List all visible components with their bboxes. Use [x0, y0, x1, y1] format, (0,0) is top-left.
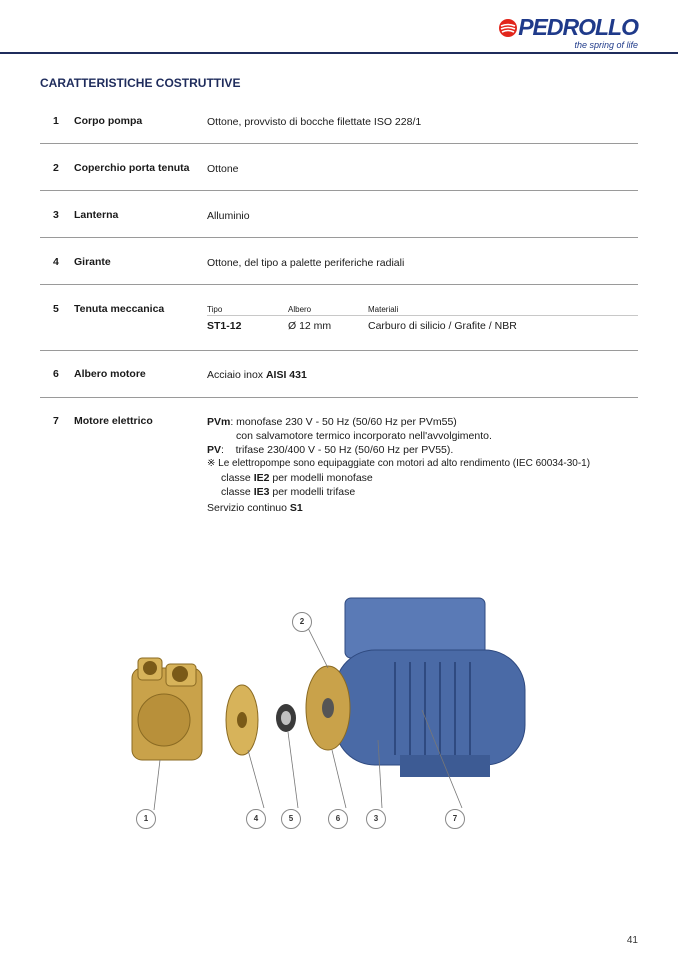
- brand-tagline: the spring of life: [574, 40, 638, 50]
- pvm-model: PVm: [207, 416, 231, 428]
- ie2-line: [207, 471, 638, 485]
- drop-logo-icon: [498, 18, 518, 38]
- brand-name: PEDROLLO: [518, 14, 638, 40]
- row-value: Ottone, del tipo a palette periferiche radiali: [207, 257, 405, 269]
- row-label: Motore elettrico: [74, 415, 153, 427]
- motor-efficiency-note: ※ Le elettropompe sono equipaggiate con motori ad alto rendimento (IEC 60034-30-1): [207, 458, 591, 469]
- seal-header-materials: Materiali: [368, 305, 399, 314]
- spec-row: [40, 368, 638, 398]
- callout-4: 4: [246, 809, 266, 829]
- seal-materials-value: Carburo di silicio / Grafite / NBR: [368, 320, 517, 332]
- mechanical-seal-part: [276, 704, 296, 732]
- seal-header-type: Tipo: [207, 305, 223, 314]
- ie3-prefix: classe: [221, 486, 254, 498]
- callout-2: 2: [292, 612, 312, 632]
- row-number: 7: [53, 415, 59, 427]
- row-number: 1: [53, 115, 59, 127]
- page-number: 41: [626, 935, 638, 946]
- row-label: Girante: [74, 256, 111, 268]
- seal-shaft-value: Ø 12 mm: [288, 320, 332, 332]
- section-title: CARATTERISTICHE COSTRUTTIVE: [40, 76, 241, 90]
- electric-motor-part: [335, 598, 525, 777]
- motor-pvm-line: [207, 415, 638, 429]
- ie3-suffix: per modelli trifase: [269, 486, 356, 498]
- row-number: 3: [53, 209, 59, 221]
- exploded-pump-drawing: [120, 590, 540, 840]
- spec-row: [40, 115, 638, 144]
- seal-cover-part: [306, 666, 350, 750]
- row-label: Corpo pompa: [74, 115, 143, 127]
- pv-model: PV: [207, 444, 222, 456]
- impeller-part: [226, 685, 258, 755]
- service-line: [207, 501, 638, 515]
- shaft-grade: AISI 431: [265, 369, 307, 381]
- spec-row: [40, 209, 638, 238]
- callout-5: 5: [281, 809, 301, 829]
- row-label: Tenuta meccanica: [74, 303, 165, 315]
- spec-row: [40, 162, 638, 191]
- ie2-prefix: classe: [221, 472, 254, 484]
- pedrollo-logo: [498, 14, 638, 50]
- callout-3: 3: [366, 809, 386, 829]
- row-value: Alluminio: [207, 210, 250, 222]
- spec-row: [40, 256, 638, 285]
- callout-1: 1: [136, 809, 156, 829]
- row-number: 5: [53, 303, 59, 315]
- header-divider: [0, 52, 678, 54]
- spec-row: [40, 303, 638, 351]
- row-label: Coperchio porta tenuta: [74, 162, 190, 174]
- pv-spec: : trifase 230/400 V - 50 Hz (50/60 Hz per PV55).: [221, 444, 454, 456]
- service-prefix: Servizio continuo: [207, 502, 290, 514]
- ie3-line: [207, 485, 638, 499]
- row-value: Ottone: [207, 163, 239, 175]
- row-number: 6: [53, 368, 59, 380]
- row-value: Ottone, provvisto di bocche filettate ISO 228/1: [207, 116, 422, 128]
- row-number: 2: [53, 162, 59, 174]
- seal-type-value: ST1-12: [207, 320, 242, 332]
- motor-description: [207, 415, 638, 515]
- seal-table-divider: [207, 315, 638, 316]
- motor-pvm-line2: con salvamotore termico incorporato nell'avvolgimento.: [236, 430, 492, 442]
- motor-pv-line: [207, 443, 638, 457]
- row-value: [207, 368, 637, 382]
- service-class: S1: [289, 502, 303, 514]
- pump-body-part: [132, 658, 202, 760]
- row-label: Albero motore: [74, 368, 146, 380]
- callout-6: 6: [328, 809, 348, 829]
- ie2-class: IE2: [253, 472, 270, 484]
- row-number: 4: [53, 256, 59, 268]
- shaft-material: Acciaio inox: [207, 369, 266, 381]
- row-label: Lanterna: [74, 209, 119, 221]
- pvm-spec: : monofase 230 V - 50 Hz (50/60 Hz per PVm55): [230, 416, 457, 428]
- seal-table: [207, 303, 637, 343]
- callout-7: 7: [445, 809, 465, 829]
- ie3-class: IE3: [253, 486, 270, 498]
- ie2-suffix: per modelli monofase: [269, 472, 373, 484]
- seal-header-shaft: Albero: [288, 305, 312, 314]
